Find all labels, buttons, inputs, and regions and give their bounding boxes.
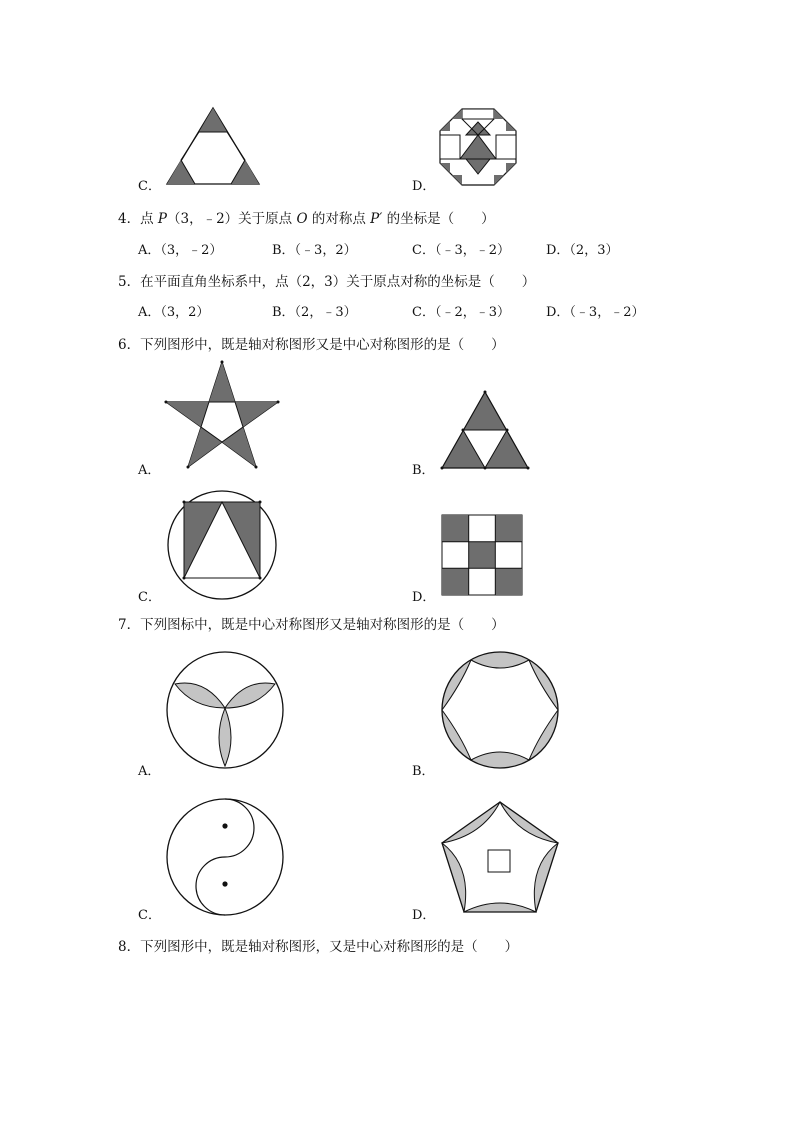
q4-option-b[interactable]: B．（﹣3，2）: [272, 243, 357, 258]
q7-option-c-label[interactable]: C．: [138, 908, 161, 923]
q6-option-c-label[interactable]: C．: [138, 590, 161, 605]
q4-option-c[interactable]: C．（﹣3，﹣2）: [412, 243, 510, 258]
q4-text-a: 点: [140, 211, 158, 227]
question-6: 6．下列图形中，既是轴对称图形又是中心对称图形的是（ ）: [118, 337, 505, 353]
q7-figure-a-three-petals: [165, 650, 285, 770]
q6-figure-a-star: [164, 360, 280, 470]
q4-option-a[interactable]: A．（3，﹣2）: [138, 243, 223, 258]
q6-figure-b-triangle: [440, 390, 530, 470]
q4-text-c: 的对称点: [307, 211, 371, 227]
q7-figure-b-six-arcs: [440, 650, 560, 770]
q4-text-d: 的坐标是（ ）: [382, 211, 495, 227]
question-5: 5．在平面直角坐标系中，点（2，3）关于原点对称的坐标是（ ）: [118, 274, 536, 290]
q7-option-d-label[interactable]: D．: [412, 908, 436, 923]
q6-option-b-label[interactable]: B．: [412, 463, 435, 478]
q7-figure-c-yin-yang: [165, 797, 285, 917]
question-4: [118, 207, 495, 227]
q7-figure-d-pentagon: [440, 800, 560, 915]
q6-option-d-label[interactable]: D．: [412, 590, 436, 605]
question-8: 8．下列图形中，既是轴对称图形，又是中心对称图形的是（ ）: [118, 939, 519, 955]
q6-figure-d-checkerboard: [441, 514, 523, 596]
q6-figure-c-circle-square: [166, 490, 278, 600]
q5-option-c[interactable]: C．（﹣2，﹣3）: [412, 305, 510, 320]
q4-origin-o: O: [296, 211, 308, 227]
q4-text-b: （3，﹣2）关于原点: [166, 211, 297, 227]
q4-number: 4．: [118, 211, 141, 227]
top-option-d-label: D．: [412, 179, 436, 194]
q5-option-a[interactable]: A．（3，2）: [138, 305, 210, 320]
q5-option-b[interactable]: B．（2，﹣3）: [272, 305, 357, 320]
q4-point-p: P: [157, 211, 167, 227]
question-7: 7．下列图标中，既是中心对称图形又是轴对称图形的是（ ）: [118, 617, 505, 633]
top-figure-d-octagon: [439, 108, 517, 186]
top-figure-c-triangle: [165, 106, 261, 186]
q6-option-a-label[interactable]: A．: [138, 463, 161, 478]
q7-option-a-label[interactable]: A．: [138, 764, 161, 779]
q5-option-d[interactable]: D．（﹣3，﹣2）: [546, 305, 645, 320]
q4-option-d[interactable]: D．（2，3）: [546, 243, 619, 258]
q7-option-b-label[interactable]: B．: [412, 764, 435, 779]
q4-point-p-prime: P′: [370, 211, 383, 227]
top-option-c-label: C．: [138, 179, 161, 194]
